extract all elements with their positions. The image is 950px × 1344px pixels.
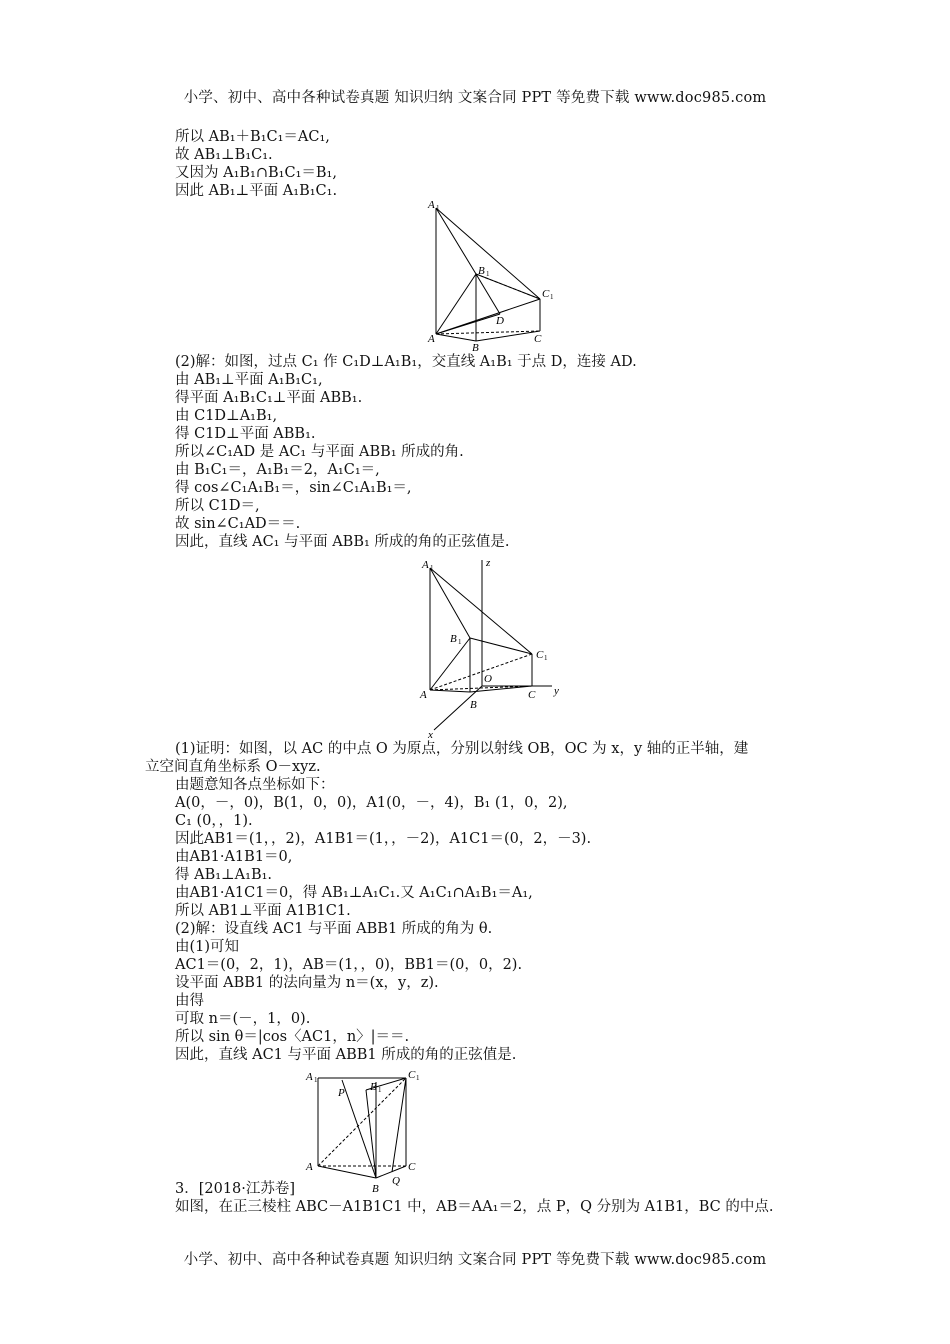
text-line: 由 C1D⊥A₁B₁,: [175, 408, 278, 424]
figure-prism-1: [420, 196, 570, 352]
text-line: 所以∠C₁AD 是 AC₁ 与平面 ABB₁ 所成的角.: [175, 444, 464, 460]
text-line: C₁ (0，，1).: [175, 813, 253, 829]
text-line: 由(1)可知: [175, 939, 240, 955]
label-z: z: [486, 557, 491, 569]
label-B: B: [372, 1183, 379, 1195]
text-line: 立空间直角坐标系 O－xyz.: [145, 759, 321, 775]
text-line: AC1＝(0，2，1)，AB＝(1，，0)，BB1＝(0，0，2).: [175, 957, 523, 973]
label-O: O: [484, 673, 492, 685]
text-line: 所以 AB₁＋B₁C₁＝AC₁,: [175, 129, 330, 145]
label-A1: A: [422, 559, 429, 571]
label-y: y: [554, 685, 559, 697]
text-line: 得 cos∠C₁A₁B₁＝，sin∠C₁A₁B₁＝,: [175, 480, 412, 496]
label-x: x: [428, 729, 433, 740]
label-Q: Q: [392, 1175, 400, 1187]
text-line: 由AB1·A1B1＝0,: [175, 849, 293, 865]
text-line: 因此AB1＝(1，，2)，A1B1＝(1，，－2)，A1C1＝(0，2，－3).: [175, 831, 592, 847]
label-sub: 1: [458, 638, 462, 646]
text-line: 所以 sin θ＝|cos〈AC1，n〉|＝＝.: [175, 1029, 410, 1045]
label-B1: B: [370, 1081, 377, 1093]
text-line: 故 sin∠C₁AD＝＝.: [175, 516, 301, 532]
text-line: 所以 AB1⊥平面 A1B1C1.: [175, 903, 351, 919]
text-line: 得 AB₁⊥A₁B₁.: [175, 867, 273, 883]
text-line: 由 AB₁⊥平面 A₁B₁C₁,: [175, 372, 323, 388]
text-line: 由得: [175, 993, 204, 1009]
text-line: 可取 n＝(－，1，0).: [175, 1011, 311, 1027]
text-line: 故 AB₁⊥B₁C₁.: [175, 147, 273, 163]
label-sub: 1: [430, 564, 434, 572]
text-line: (2)解：如图，过点 C₁ 作 C₁D⊥A₁B₁，交直线 A₁B₁ 于点 D，连接 AD.: [175, 354, 637, 370]
text-line: A(0，－，0)，B(1，0，0)，A1(0，－，4)，B₁ (1，0，2),: [175, 795, 568, 811]
label-B: B: [472, 342, 479, 352]
page-header: 小学、初中、高中各种试卷真题 知识归纳 文案合同 PPT 等免费下载 www.doc985.com: [183, 90, 767, 106]
label-sub: 1: [378, 1086, 382, 1094]
text-line: 由AB1·A1C1＝0，得 AB₁⊥A₁C₁.又 A₁C₁∩A₁B₁＝A₁,: [175, 885, 533, 901]
label-C1: C: [542, 288, 550, 300]
problem-text: 如图，在正三棱柱 ABC－A1B1C1 中，AB＝AA₁＝2，点 P，Q 分别为 A1B1，BC 的中点.: [175, 1199, 774, 1215]
label-sub: 1: [486, 270, 490, 278]
label-C1: C: [408, 1069, 416, 1081]
label-C: C: [534, 333, 542, 345]
label-sub: 1: [314, 1076, 318, 1084]
label-C: C: [528, 689, 536, 701]
label-sub: 1: [416, 1074, 420, 1082]
figure-prism-3: [300, 1066, 430, 1196]
label-D: D: [496, 315, 504, 327]
label-A: A: [428, 333, 435, 345]
text-line: 因此，直线 AC1 与平面 ABB1 所成的角的正弦值是.: [175, 1047, 517, 1063]
text-line: 设平面 ABB1 的法向量为 n＝(x，y，z).: [175, 975, 439, 991]
text-line: 因此 AB₁⊥平面 A₁B₁C₁.: [175, 183, 338, 199]
label-C1: C: [536, 649, 544, 661]
figure-prism-2: [418, 552, 568, 740]
text-line: 又因为 A₁B₁∩B₁C₁＝B₁,: [175, 165, 337, 181]
label-C: C: [408, 1161, 416, 1173]
text-line: 由题意知各点坐标如下：: [175, 777, 335, 793]
page-footer: 小学、初中、高中各种试卷真题 知识归纳 文案合同 PPT 等免费下载 www.doc985.com: [183, 1252, 767, 1268]
label-B1: B: [450, 633, 457, 645]
text-line: (1)证明：如图，以 AC 的中点 O 为原点，分别以射线 OB，OC 为 x，y 轴的正半轴，建: [175, 741, 749, 757]
label-A: A: [420, 689, 427, 701]
label-A1: A: [428, 199, 435, 211]
label-P: P: [338, 1087, 345, 1099]
label-B: B: [470, 699, 477, 711]
text-line: 得 C1D⊥平面 ABB₁.: [175, 426, 316, 442]
label-A: A: [306, 1161, 313, 1173]
label-sub: 1: [436, 204, 440, 212]
label-sub: 1: [544, 654, 548, 662]
problem-source: 3．[2018·江苏卷]: [175, 1181, 296, 1197]
text-line: 所以 C1D＝,: [175, 498, 260, 514]
text-line: 由 B₁C₁＝，A₁B₁＝2，A₁C₁＝,: [175, 462, 380, 478]
text-line: 得平面 A₁B₁C₁⊥平面 ABB₁.: [175, 390, 363, 406]
label-A1: A: [306, 1071, 313, 1083]
text-line: (2)解：设直线 AC1 与平面 ABB1 所成的角为 θ.: [175, 921, 493, 937]
text-line: 因此，直线 AC₁ 与平面 ABB₁ 所成的角的正弦值是.: [175, 534, 510, 550]
label-B1: B: [478, 265, 485, 277]
label-sub: 1: [550, 293, 554, 301]
